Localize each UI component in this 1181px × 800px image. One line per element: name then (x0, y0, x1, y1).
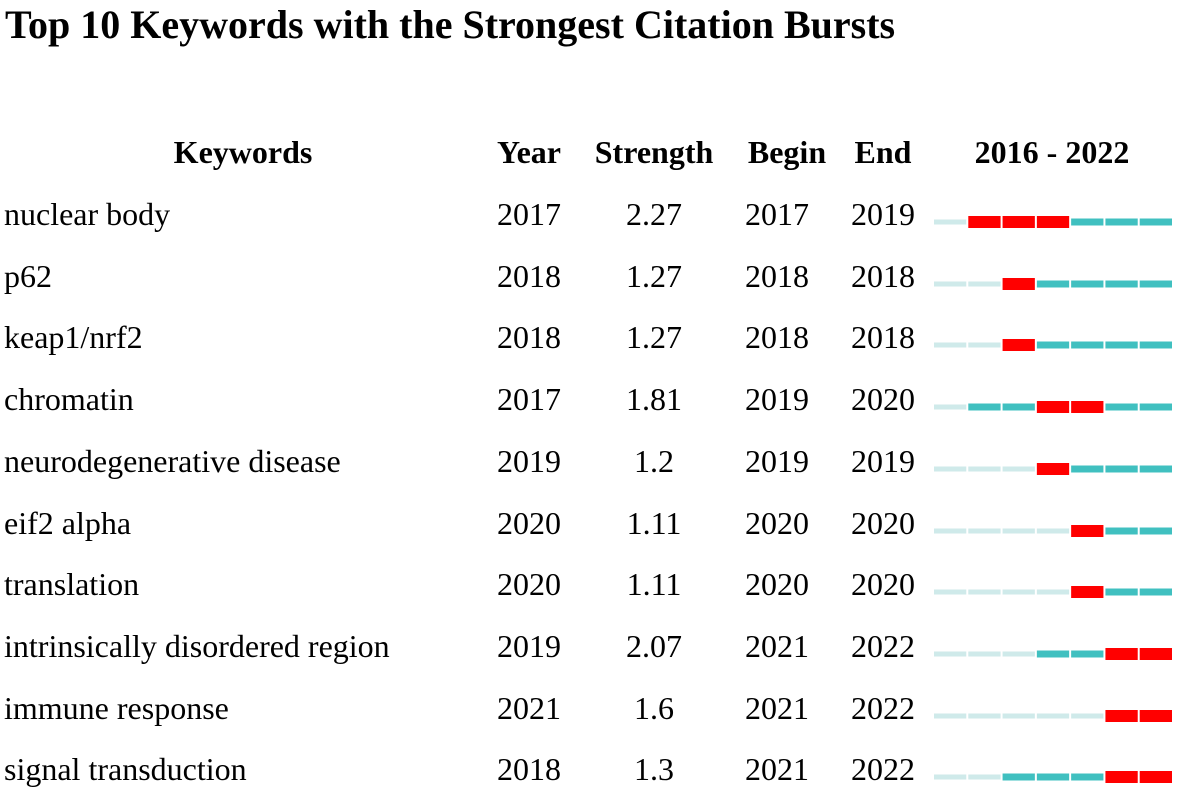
active-segment (1140, 342, 1172, 349)
year-cell: 2020 (497, 504, 561, 541)
active-segment (1003, 404, 1035, 411)
strength-cell: 1.6 (634, 689, 674, 726)
strength-cell: 1.2 (634, 442, 674, 479)
burst-segment (1105, 771, 1137, 783)
burst-segment (1105, 710, 1137, 722)
burst-segment (1071, 401, 1103, 413)
keyword-cell: signal transduction (4, 751, 247, 788)
active-segment (1140, 527, 1172, 534)
chart-title: Top 10 Keywords with the Strongest Citation Bursts (5, 2, 896, 47)
end-cell: 2022 (851, 627, 915, 664)
burst-segment (1071, 586, 1103, 598)
keyword-cell: eif2 alpha (4, 504, 132, 541)
begin-cell: 2021 (745, 689, 809, 726)
active-segment (1140, 589, 1172, 596)
burst-timeline (933, 739, 1173, 800)
inactive-segment (968, 775, 1000, 780)
burst-segment (1037, 401, 1069, 413)
active-segment (1071, 280, 1103, 287)
active-segment (1037, 342, 1069, 349)
active-segment (1037, 280, 1069, 287)
burst-segment (1140, 710, 1172, 722)
inactive-segment (1037, 590, 1069, 595)
burst-timeline (933, 616, 1173, 677)
keyword-cell: immune response (4, 689, 229, 726)
keyword-cell: intrinsically disordered region (4, 627, 390, 664)
burst-timeline (933, 369, 1173, 430)
active-segment (1071, 219, 1103, 226)
keyword-cell: neurodegenerative disease (4, 442, 341, 479)
inactive-segment (934, 405, 966, 410)
keyword-cell: translation (4, 566, 140, 603)
year-cell: 2018 (497, 257, 561, 294)
end-cell: 2019 (851, 196, 915, 232)
active-segment (1105, 589, 1137, 596)
table-row (0, 307, 1181, 368)
year-cell: 2019 (497, 627, 561, 664)
inactive-segment (934, 775, 966, 780)
table-row (0, 616, 1181, 677)
strength-cell: 2.27 (626, 196, 682, 232)
keyword-cell: keap1/nrf2 (4, 319, 143, 356)
active-segment (1071, 342, 1103, 349)
begin-cell: 2019 (745, 381, 809, 418)
end-cell: 2022 (851, 751, 915, 788)
header-begin: Begin (747, 134, 827, 170)
inactive-segment (968, 343, 1000, 348)
active-segment (1105, 219, 1137, 226)
strength-cell: 1.27 (626, 257, 682, 294)
inactive-segment (1003, 651, 1035, 656)
keyword-cell: chromatin (4, 381, 134, 418)
active-segment (1140, 219, 1172, 226)
inactive-segment (968, 651, 1000, 656)
begin-cell: 2021 (745, 751, 809, 788)
year-cell: 2021 (497, 689, 561, 726)
active-segment (1003, 774, 1035, 781)
end-cell: 2020 (851, 381, 915, 418)
active-segment (1105, 280, 1137, 287)
burst-timeline (933, 184, 1173, 245)
table-row (0, 493, 1181, 554)
table-row (0, 369, 1181, 430)
inactive-segment (1003, 466, 1035, 471)
inactive-segment (1003, 713, 1035, 718)
strength-cell: 1.27 (626, 319, 682, 356)
active-segment (1071, 774, 1103, 781)
active-segment (1140, 404, 1172, 411)
burst-segment (1071, 525, 1103, 537)
burst-segment (1003, 339, 1035, 351)
active-segment (1037, 650, 1069, 657)
begin-cell: 2018 (745, 319, 809, 356)
active-segment (1105, 465, 1137, 472)
begin-cell: 2017 (745, 196, 809, 232)
inactive-segment (968, 281, 1000, 286)
inactive-segment (1071, 713, 1103, 718)
active-segment (1071, 465, 1103, 472)
end-cell: 2022 (851, 689, 915, 726)
active-segment (1105, 527, 1137, 534)
burst-segment (1037, 216, 1069, 228)
active-segment (1037, 774, 1069, 781)
inactive-segment (934, 590, 966, 595)
inactive-segment (1037, 528, 1069, 533)
burst-timeline (933, 493, 1173, 554)
year-cell: 2017 (497, 381, 561, 418)
end-cell: 2018 (851, 257, 915, 294)
burst-timeline (933, 246, 1173, 307)
begin-cell: 2018 (745, 257, 809, 294)
begin-cell: 2020 (745, 504, 809, 541)
burst-segment (1003, 278, 1035, 290)
table-row (0, 431, 1181, 492)
strength-cell: 1.3 (634, 751, 674, 788)
table-row (0, 739, 1181, 800)
inactive-segment (968, 466, 1000, 471)
burst-timeline (933, 307, 1173, 368)
inactive-segment (934, 220, 966, 225)
inactive-segment (934, 466, 966, 471)
end-cell: 2018 (851, 319, 915, 356)
table-row (0, 554, 1181, 615)
inactive-segment (934, 651, 966, 656)
header-keywords: Keywords (173, 134, 313, 170)
burst-segment (1140, 771, 1172, 783)
header-timeline: 2016 - 2022 (974, 134, 1130, 170)
begin-cell: 2021 (745, 627, 809, 664)
inactive-segment (968, 528, 1000, 533)
end-cell: 2019 (851, 442, 915, 479)
year-cell: 2019 (497, 442, 561, 479)
end-cell: 2020 (851, 566, 915, 603)
strength-cell: 1.81 (626, 381, 682, 418)
keyword-cell: p62 (4, 257, 52, 294)
burst-segment (968, 216, 1000, 228)
inactive-segment (968, 590, 1000, 595)
active-segment (968, 404, 1000, 411)
keyword-cell: nuclear body (4, 196, 171, 232)
inactive-segment (968, 713, 1000, 718)
year-cell: 2020 (497, 566, 561, 603)
header-strength: Strength (594, 134, 714, 170)
inactive-segment (934, 343, 966, 348)
strength-cell: 1.11 (626, 504, 682, 541)
burst-timeline (933, 554, 1173, 615)
year-cell: 2018 (497, 751, 561, 788)
begin-cell: 2019 (745, 442, 809, 479)
table-row (0, 184, 1181, 245)
active-segment (1105, 404, 1137, 411)
burst-segment (1105, 648, 1137, 660)
year-cell: 2017 (497, 196, 561, 232)
inactive-segment (1037, 713, 1069, 718)
burst-segment (1140, 648, 1172, 660)
active-segment (1105, 342, 1137, 349)
strength-cell: 2.07 (626, 627, 682, 664)
header-end: End (854, 134, 912, 170)
burst-timeline (933, 678, 1173, 739)
burst-segment (1037, 463, 1069, 475)
table-row (0, 246, 1181, 307)
inactive-segment (934, 281, 966, 286)
inactive-segment (1003, 590, 1035, 595)
table-row (0, 678, 1181, 739)
end-cell: 2020 (851, 504, 915, 541)
inactive-segment (934, 713, 966, 718)
strength-cell: 1.11 (626, 566, 682, 603)
year-cell: 2018 (497, 319, 561, 356)
header-year: Year (497, 134, 561, 170)
active-segment (1071, 650, 1103, 657)
inactive-segment (934, 528, 966, 533)
burst-segment (1003, 216, 1035, 228)
active-segment (1140, 280, 1172, 287)
burst-timeline (933, 431, 1173, 492)
active-segment (1140, 465, 1172, 472)
begin-cell: 2020 (745, 566, 809, 603)
inactive-segment (1003, 528, 1035, 533)
